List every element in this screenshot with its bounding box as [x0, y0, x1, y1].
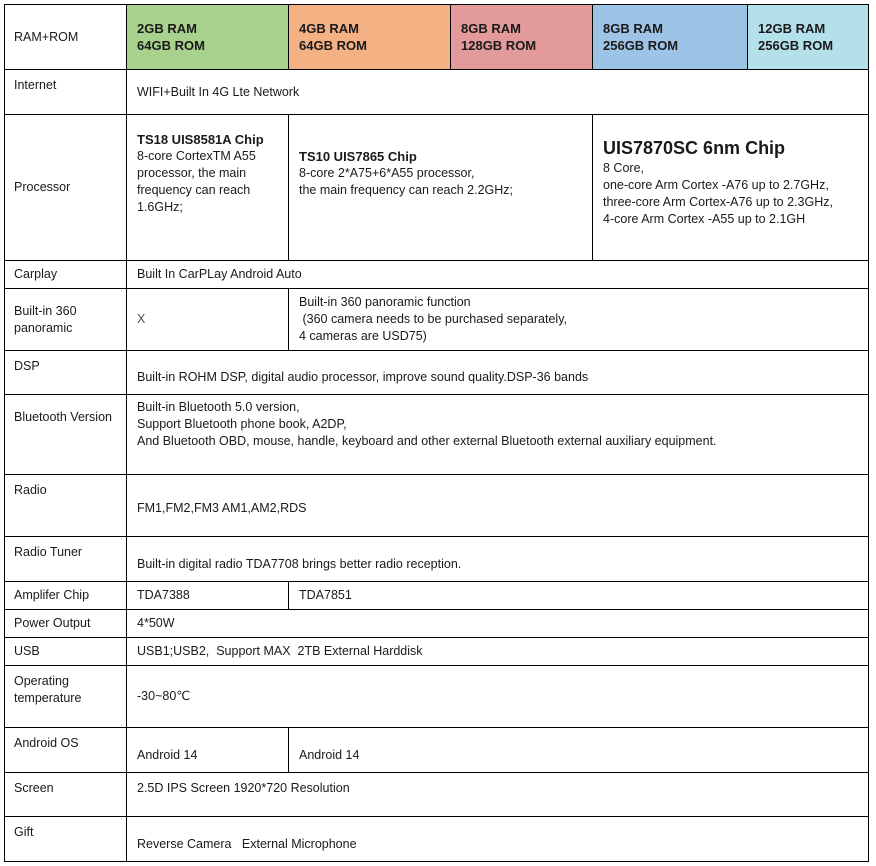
power-value: 4*50W — [127, 610, 869, 638]
header-row — [5, 5, 869, 70]
radio-tuner-value: Built-in digital radio TDA7708 brings better radio reception. — [127, 537, 869, 582]
processor-chip3 — [593, 115, 869, 261]
processor-chip1 — [127, 115, 289, 261]
option-4gb-64gb — [289, 5, 451, 70]
bluetooth-line: And Bluetooth OBD, mouse, handle, keyboard and other external Bluetooth external auxiliary equipment. — [137, 434, 717, 448]
android-value-2: Android 14 — [289, 728, 869, 773]
row-usb — [5, 638, 869, 666]
chip-name: TS10 UIS7865 Chip — [299, 149, 417, 164]
option-ram: 8GB RAM — [461, 21, 521, 36]
bluetooth-line: Support Bluetooth phone book, A2DP, — [137, 417, 347, 431]
option-ram: 4GB RAM — [299, 21, 359, 36]
panoramic-line: Built-in 360 panoramic function — [299, 295, 471, 309]
option-ram: 12GB RAM — [758, 21, 826, 36]
header-label: RAM+ROM — [5, 5, 127, 70]
row-radio-tuner — [5, 537, 869, 582]
option-rom: 64GB ROM — [137, 38, 205, 53]
row-android — [5, 728, 869, 773]
amplifier-value-2: TDA7851 — [289, 582, 869, 610]
row-label: Processor — [5, 115, 127, 261]
row-processor — [5, 115, 869, 261]
row-label: Carplay — [5, 261, 127, 289]
panoramic-line: 4 cameras are USD75) — [299, 329, 427, 343]
row-label: Radio Tuner — [5, 537, 127, 582]
chip-desc-line: three-core Arm Cortex-A76 up to 2.3GHz, — [603, 194, 833, 209]
option-rom: 256GB ROM — [758, 38, 834, 53]
chip-desc-line: 8 Core, — [603, 160, 644, 175]
row-internet — [5, 70, 869, 115]
row-label: Bluetooth Version — [5, 395, 127, 475]
internet-value: WIFI+Built In 4G Lte Network — [127, 70, 869, 115]
panoramic-line: (360 camera needs to be purchased separately, — [299, 312, 567, 326]
android-value-1: Android 14 — [127, 728, 289, 773]
row-label: DSP — [5, 351, 127, 395]
option-8gb-256gb — [593, 5, 748, 70]
panoramic-value-1: X — [127, 289, 289, 351]
row-label: Built-in 360 panoramic — [5, 289, 127, 351]
row-dsp — [5, 351, 869, 395]
bluetooth-value — [127, 395, 869, 475]
gift-value: Reverse Camera External Microphone — [127, 817, 869, 862]
row-label: Screen — [5, 773, 127, 817]
usb-value: USB1;USB2, Support MAX 2TB External Harddisk — [127, 638, 869, 666]
option-ram: 8GB RAM — [603, 21, 663, 36]
row-label: Amplifer Chip — [5, 582, 127, 610]
chip-desc-line: one-core Arm Cortex -A76 up to 2.7GHz, — [603, 177, 829, 192]
amplifier-value-1: TDA7388 — [127, 582, 289, 610]
row-bluetooth — [5, 395, 869, 475]
row-label: Android OS — [5, 728, 127, 773]
row-label: Operating temperature — [5, 666, 127, 728]
temperature-value: -30~80℃ — [127, 666, 869, 728]
option-ram: 2GB RAM — [137, 21, 197, 36]
option-8gb-128gb — [451, 5, 593, 70]
panoramic-value-2 — [289, 289, 869, 351]
chip-name: TS18 UIS8581A Chip — [137, 132, 264, 147]
option-12gb-256gb — [748, 5, 869, 70]
row-radio — [5, 475, 869, 537]
carplay-value: Built In CarPLay Android Auto — [127, 261, 869, 289]
row-label: Radio — [5, 475, 127, 537]
chip-desc: 8-core CortexTM A55 processor, the main frequency can reach 1.6GHz; — [137, 149, 256, 214]
row-label: Power Output — [5, 610, 127, 638]
option-rom: 64GB ROM — [299, 38, 367, 53]
row-label: Gift — [5, 817, 127, 862]
row-label: Internet — [5, 70, 127, 115]
row-amplifier — [5, 582, 869, 610]
option-rom: 256GB ROM — [603, 38, 679, 53]
chip-desc-line: the main frequency can reach 2.2GHz; — [299, 183, 514, 197]
screen-value: 2.5D IPS Screen 1920*720 Resolution — [127, 773, 869, 817]
spec-table — [4, 4, 869, 862]
processor-chip2 — [289, 115, 593, 261]
row-temperature — [5, 666, 869, 728]
row-panoramic — [5, 289, 869, 351]
row-carplay — [5, 261, 869, 289]
option-2gb-64gb — [127, 5, 289, 70]
chip-name: UIS7870SC 6nm Chip — [603, 137, 786, 158]
row-gift — [5, 817, 869, 862]
dsp-value: Built-in ROHM DSP, digital audio processor, improve sound quality.DSP-36 bands — [127, 351, 869, 395]
row-label: USB — [5, 638, 127, 666]
row-screen — [5, 773, 869, 817]
row-power — [5, 610, 869, 638]
chip-desc-line: 8-core 2*A75+6*A55 processor, — [299, 166, 475, 180]
chip-desc-line: 4-core Arm Cortex -A55 up to 2.1GH — [603, 211, 806, 226]
radio-value: FM1,FM2,FM3 AM1,AM2,RDS — [127, 475, 869, 537]
bluetooth-line: Built-in Bluetooth 5.0 version, — [137, 400, 300, 414]
option-rom: 128GB ROM — [461, 38, 537, 53]
